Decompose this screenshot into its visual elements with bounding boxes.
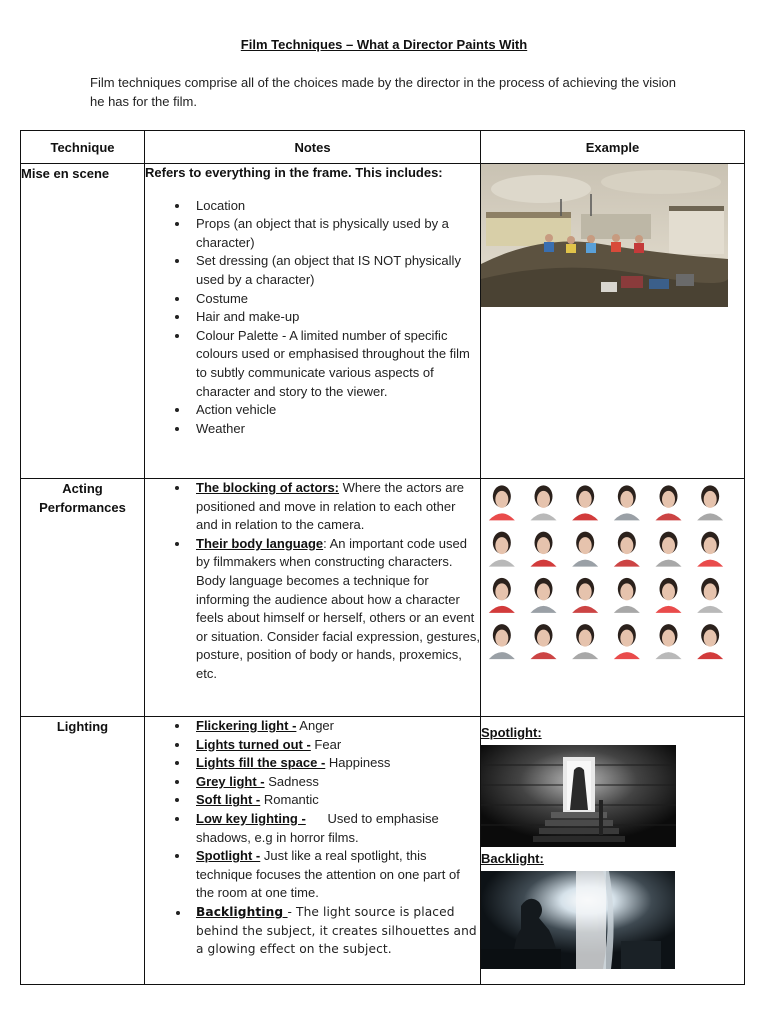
table-header-row (21, 131, 745, 164)
list-item: • Weather (190, 420, 480, 439)
face-thumbnail (697, 485, 723, 520)
list-item: • Colour Palette - A limited number of specific colours used or emphasised throughout the film to subtly communicate various aspects of character and story to the viewer. (190, 327, 480, 401)
facial-expressions-photo (481, 479, 731, 664)
notes-lead: Refers to everything in the frame. This includes: (145, 165, 443, 180)
face-thumbnail (656, 532, 682, 567)
list-item: • Spotlight - Just like a real spotlight, this technique focuses the attention on one part of the room at one time. (190, 847, 480, 903)
techniques-table (20, 130, 745, 985)
face-thumbnail (697, 532, 723, 567)
header-technique: Technique (21, 131, 145, 164)
list-item: • Grey light - Sadness (190, 773, 480, 792)
spotlight-photo (481, 745, 676, 847)
list-item: • The blocking of actors: Where the actors are positioned and move in relation to each other and in relation to the camera. (190, 479, 480, 535)
face-thumbnail (489, 624, 515, 659)
face-thumbnail (531, 624, 557, 659)
face-thumbnail (489, 532, 515, 567)
example-mise-en-scene (481, 164, 745, 479)
face-thumbnail (614, 485, 640, 520)
face-thumbnail (697, 624, 723, 659)
term-blocking: The blocking of actors: (196, 480, 340, 495)
bullet-list (145, 479, 480, 684)
bullet-list (145, 903, 480, 959)
face-thumbnail (656, 578, 682, 613)
label-spotlight: Spotlight: (481, 725, 542, 740)
face-thumbnail (656, 485, 682, 520)
technique-lighting: Lighting (21, 717, 145, 985)
face-thumbnail (572, 624, 598, 659)
face-thumbnail (531, 485, 557, 520)
table-row (21, 717, 745, 985)
face-thumbnail (489, 578, 515, 613)
face-thumbnail (614, 578, 640, 613)
header-example: Example (481, 131, 745, 164)
face-thumbnail (531, 532, 557, 567)
list-item: • Set dressing (an object that IS NOT physically used by a character) (190, 252, 480, 289)
face-thumbnail (572, 485, 598, 520)
list-item: • Costume (190, 290, 480, 309)
list-item: • Soft light - Romantic (190, 791, 480, 810)
label-backlight: Backlight: (481, 851, 544, 866)
list-item: • Their body language: An important code used by filmmakers when constructing characters. Body language becomes a technique for informing the audience about how a character feels about himself or herself, others or an event or situation. Consider facial expression, gestures, posture, position of body or hands, proxemics, etc. (190, 535, 480, 684)
list-item: • Action vehicle (190, 401, 480, 420)
face-thumbnail (656, 624, 682, 659)
bullet-list (145, 197, 480, 439)
face-thumbnail (489, 485, 515, 520)
list-item: • Flickering light - Anger (190, 717, 480, 736)
technique-mise-en-scene: Mise en scene (21, 164, 145, 479)
example-lighting (481, 717, 745, 985)
face-thumbnail (572, 578, 598, 613)
list-item: • Low key lighting - Used to emphasise shadows, e.g in horror films. (190, 810, 480, 847)
face-thumbnail (572, 532, 598, 567)
technique-acting-performances: Acting Performances (21, 479, 145, 717)
notes-lighting (145, 717, 481, 985)
list-item: • Location (190, 197, 480, 216)
list-item: • Backlighting - The light source is placed behind the subject, it creates silhouettes and a glowing effect on the subject. (190, 903, 480, 959)
list-item: • Props (an object that is physically used by a character) (190, 215, 480, 252)
example-acting-performances (481, 479, 745, 717)
header-notes: Notes (145, 131, 481, 164)
table-row (21, 164, 745, 479)
face-thumbnail (614, 532, 640, 567)
backlight-photo (481, 871, 675, 969)
notes-mise-en-scene (145, 164, 481, 479)
bullet-list (145, 717, 480, 903)
term-body-language: Their body language (196, 535, 324, 551)
list-item: • Hair and make-up (190, 308, 480, 327)
notes-acting-performances (145, 479, 481, 717)
intro-paragraph: Film techniques comprise all of the choices made by the director in the process of achieving the vision he has for the film. (90, 75, 677, 109)
list-item: • Lights turned out - Fear (190, 736, 480, 755)
table-row (21, 479, 745, 717)
face-thumbnail (614, 624, 640, 659)
face-thumbnail (531, 578, 557, 613)
document-title: Film Techniques – What a Director Paints With (240, 37, 528, 52)
mise-en-scene-photo (481, 164, 728, 307)
list-item: • Lights fill the space - Happiness (190, 754, 480, 773)
face-thumbnail (697, 578, 723, 613)
